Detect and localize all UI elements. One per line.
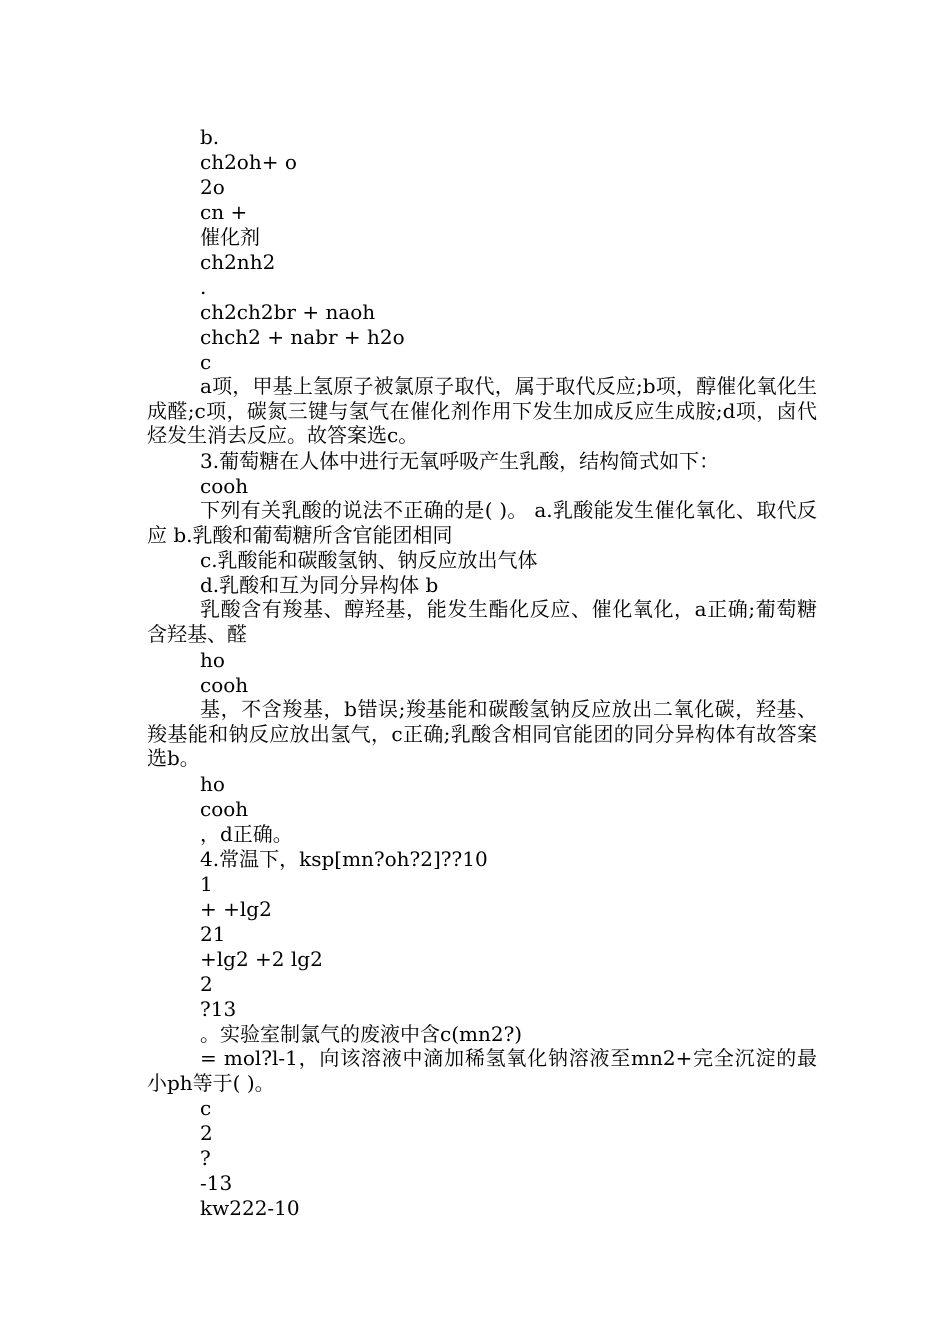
text-line: + +lg2 <box>200 897 272 921</box>
text-line: ch2ch2br + naoh <box>200 300 376 324</box>
text-line: ch2oh+ o <box>200 150 297 174</box>
text-line: 。实验室制氯气的废液中含c(mn2?) <box>200 1022 523 1046</box>
text-line: cooh <box>200 474 249 498</box>
question-heading: 3.葡萄糖在人体中进行无氧呼吸产生乳酸，结构简式如下： <box>200 449 720 473</box>
option-d: d.乳酸和互为同分异构体 b <box>200 573 439 597</box>
text-line: 2 <box>200 1121 213 1145</box>
text-line: 2o <box>200 175 225 199</box>
text-line: kw222-10 <box>200 1196 300 1220</box>
question-paragraph: = mol?l-1，向该溶液中滴加稀氢氧化钠溶液至mn2+完全沉淀的最小ph等于( )。 <box>147 1046 817 1095</box>
text-line: 催化剂 <box>200 225 260 249</box>
text-line: b. <box>200 125 220 149</box>
text-line: -13 <box>200 1171 233 1195</box>
text-line: 1 <box>200 872 213 896</box>
text-line: 21 <box>200 922 226 946</box>
text-line: 2 <box>200 972 213 996</box>
text-line: cn + <box>200 200 248 224</box>
question-heading: 4.常温下，ksp[mn?oh?2]??10 <box>200 847 488 871</box>
text-line: c <box>200 1096 212 1120</box>
text-line: cooh <box>200 797 249 821</box>
text-line: . <box>200 275 207 299</box>
text-line: ，d正确。 <box>200 822 293 846</box>
text-line: cooh <box>200 673 249 697</box>
explanation-paragraph: 基，不含羧基，b错误;羧基能和碳酸氢钠反应放出二氧化碳，羟基、羧基能和钠反应放出氢气，c正确;乳酸含相同官能团的同分异构体有故答案选b。 <box>147 697 817 770</box>
explanation-paragraph: 乳酸含有羧基、醇羟基，能发生酯化反应、催化氧化，a正确;葡萄糖含羟基、醛 <box>147 597 817 646</box>
text-line: ?13 <box>200 997 237 1021</box>
text-line: ho <box>200 648 225 672</box>
text-line: chch2 + nabr + h2o <box>200 325 405 349</box>
answer-explanation-paragraph: a项，甲基上氢原子被氯原子取代，属于取代反应;b项，醇催化氧化生成醛;c项，碳氮三键与氢气在催化剂作用下发生加成反应生成胺;d项，卤代烃发生消去反应。故答案选c。 <box>147 374 817 447</box>
text-line: c <box>200 350 212 374</box>
question-paragraph: 下列有关乳酸的说法不正确的是( )。 a.乳酸能发生催化氧化、取代反应 b.乳酸和葡萄糖所含官能团相同 <box>147 498 817 547</box>
text-line: ? <box>200 1146 211 1170</box>
option-c: c.乳酸能和碳酸氢钠、钠反应放出气体 <box>200 548 538 572</box>
text-line: ho <box>200 772 225 796</box>
text-line: ch2nh2 <box>200 250 276 274</box>
text-line: +lg2 +2 lg2 <box>200 947 323 971</box>
